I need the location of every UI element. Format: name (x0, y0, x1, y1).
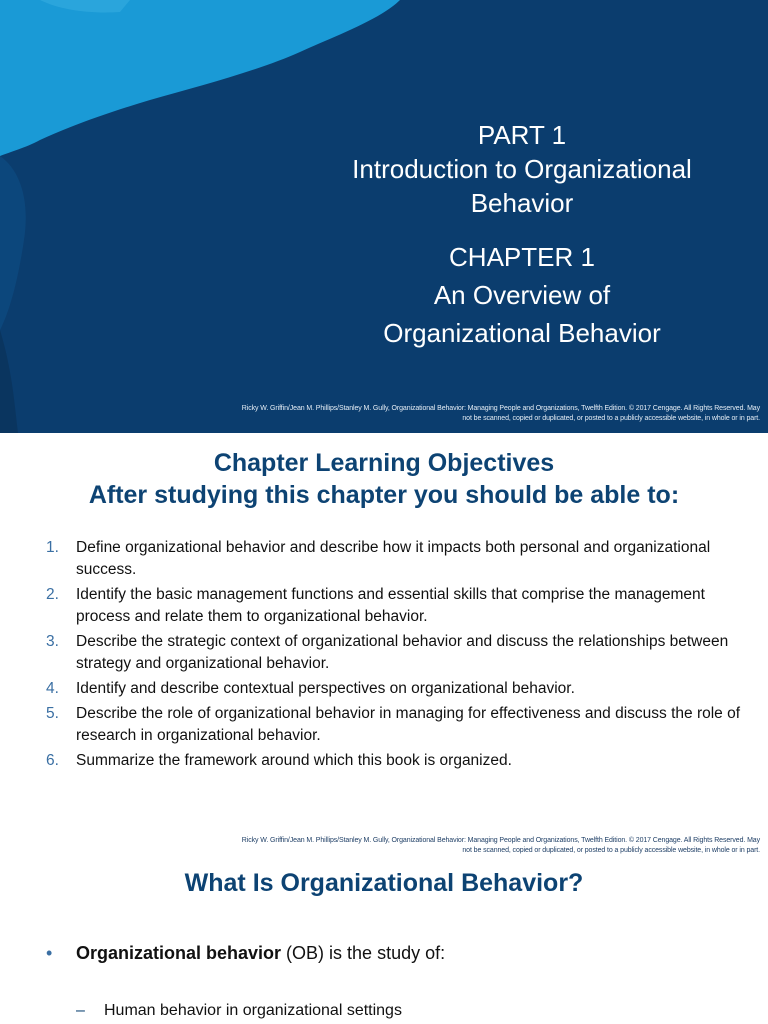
objective-text: Describe the role of organizational behavior in managing for effectiveness and discuss the role of research in organizational behavior. (76, 705, 741, 744)
what-is-ob-slide (0, 857, 768, 1024)
objective-text: Define organizational behavior and describe how it impacts both personal and organizational success. (76, 539, 711, 578)
objectives-heading-line2: After studying this chapter you should be able to: (88, 481, 680, 509)
objective-text: Identify and describe contextual perspectives on organizational behavior. (76, 680, 575, 697)
objective-item (46, 631, 746, 675)
copyright-line2: not be scanned, copied or duplicated, or posted to a publicly accessible website, in whole or in part. (462, 415, 760, 422)
ob-definition-lead: (OB) is the study of: (281, 943, 446, 963)
objective-number: 5. (46, 705, 59, 722)
ob-bullet (46, 941, 445, 965)
ob-bullet-text (76, 941, 445, 965)
objective-item (46, 703, 746, 747)
dash-icon: – (76, 1002, 85, 1019)
part-label: PART 1 (477, 120, 567, 150)
objectives-slide (0, 433, 768, 857)
part-title-line1: Introduction to Organizational (352, 154, 692, 184)
objective-text: Describe the strategic context of organizational behavior and discuss the relationships between strategy and organizational behavior. (76, 633, 729, 672)
copyright-notice (140, 836, 760, 856)
objective-number: 1. (46, 539, 59, 556)
copyright-notice (140, 404, 760, 424)
ob-term: Organizational behavior (76, 943, 282, 963)
ob-sub-bullet-text: Human behavior in organizational settings (104, 1002, 402, 1019)
objective-number: 6. (46, 752, 59, 769)
part-title-line2: Behavior (470, 188, 574, 218)
title-slide (0, 0, 768, 433)
objective-number: 3. (46, 633, 59, 650)
copyright-line2: not be scanned, copied or duplicated, or posted to a publicly accessible website, in whole or in part. (462, 847, 760, 854)
objective-number: 4. (46, 680, 59, 697)
objective-item (46, 750, 746, 772)
objectives-heading-line1: Chapter Learning Objectives (213, 449, 555, 477)
objective-text: Identify the basic management functions and essential skills that comprise the management process and relate them to organizational behavior. (76, 586, 705, 625)
chapter-title-line2: Organizational Behavior (383, 318, 661, 348)
ob-heading: What Is Organizational Behavior? (184, 869, 584, 897)
chapter-title-line1: An Overview of (433, 280, 611, 310)
objective-item (46, 678, 746, 700)
objectives-heading (0, 447, 768, 511)
ob-sub-bullet (76, 1000, 402, 1022)
copyright-line1: Ricky W. Griffin/Jean M. Phillips/Stanley M. Gully, Organizational Behavior: Managing People and Organizations, Twelfth Edition. © 2017 Cengage. All Rights Reserved. May (241, 405, 760, 412)
objective-number: 2. (46, 586, 59, 603)
objective-item (46, 584, 746, 628)
chapter-label: CHAPTER 1 (449, 242, 595, 272)
title-block (300, 118, 744, 350)
bullet-dot-icon: • (46, 943, 53, 963)
objectives-list (46, 537, 746, 775)
copyright-line1: Ricky W. Griffin/Jean M. Phillips/Stanley M. Gully, Organizational Behavior: Managing People and Organizations, Twelfth Edition. © 2017 Cengage. All Rights Reserved. May (241, 837, 760, 844)
objective-text: Summarize the framework around which this book is organized. (76, 752, 512, 769)
objective-item (46, 537, 746, 581)
